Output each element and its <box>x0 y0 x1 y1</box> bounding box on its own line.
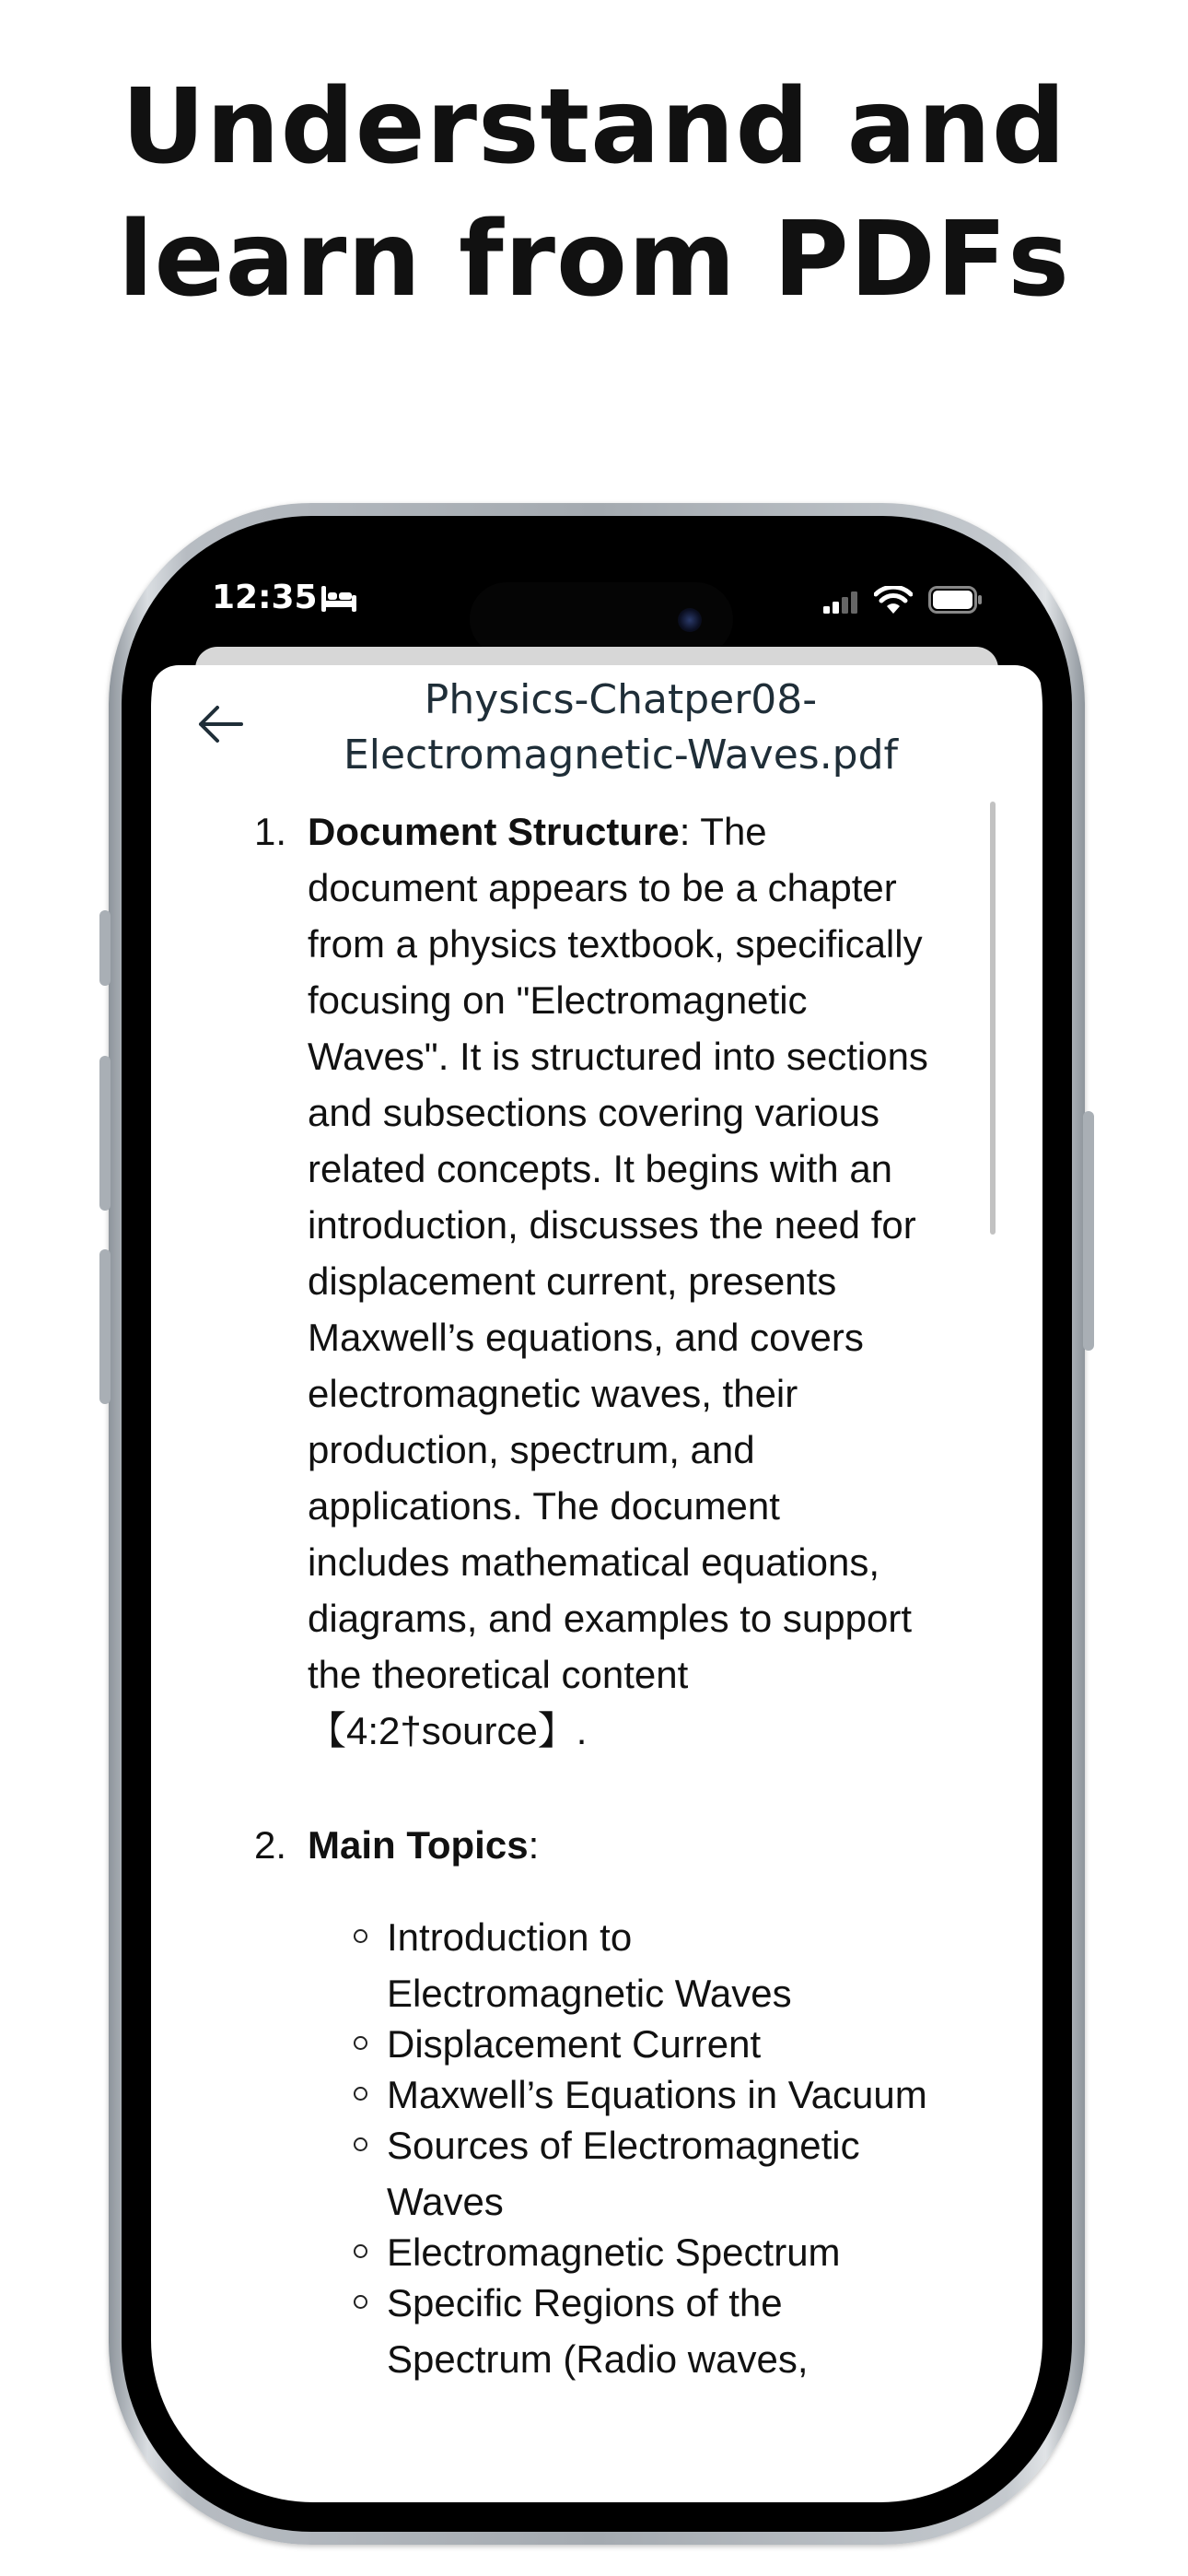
list-item-main-topics: Main Topics: <box>308 1823 540 1867</box>
battery-icon <box>928 586 984 614</box>
text-line: applications. The document <box>308 1484 780 1528</box>
text-line: displacement current, presents <box>308 1259 837 1303</box>
phone-screen <box>151 545 1042 2502</box>
volume-up-button <box>99 1056 111 1211</box>
list-item-document-structure <box>308 803 928 1759</box>
list-item: Maxwell’s Equations in Vacuum <box>354 2067 927 2123</box>
text-line: includes mathematical equations, <box>308 1540 880 1584</box>
document-chat-sheet <box>151 665 1042 2502</box>
headline-line-2: learn from PDFs <box>118 200 1070 320</box>
list-number: 2. <box>254 1823 287 1867</box>
arrow-left-icon <box>193 697 249 752</box>
circle-bullet-icon <box>354 2244 367 2258</box>
circle-bullet-icon <box>354 2087 367 2101</box>
document-title-line-2: Electromagnetic-Waves.pdf <box>343 732 899 779</box>
item-heading: Document Structure <box>308 810 680 853</box>
document-title <box>335 673 906 783</box>
circle-bullet-icon <box>354 1929 367 1943</box>
action-button <box>99 910 111 986</box>
wifi-icon <box>874 586 913 615</box>
side-button <box>1083 1111 1094 1351</box>
text-line: production, spectrum, and <box>308 1428 755 1471</box>
front-camera <box>678 608 702 632</box>
text-line: related concepts. It begins with an <box>308 1147 893 1190</box>
list-item: Specific Regions of the Spectrum (Radio waves, <box>354 2275 927 2387</box>
cellular-signal-icon <box>823 591 860 614</box>
circle-bullet-icon <box>354 2036 367 2050</box>
headline-line-1: Understand and <box>121 67 1067 187</box>
text-line: document appears to be a chapter <box>308 866 897 909</box>
source-citation[interactable]: 【4:2†source】. <box>308 1709 588 1752</box>
text-line: introduction, discusses the need for <box>308 1203 916 1247</box>
status-bar <box>151 545 1042 656</box>
text-line: : The <box>679 810 767 853</box>
list-item: Electromagnetic Spectrum <box>354 2224 927 2280</box>
scrollbar[interactable] <box>990 802 996 1235</box>
back-button[interactable] <box>193 697 249 752</box>
marketing-headline <box>0 61 1188 326</box>
text-line: diagrams, and examples to support <box>308 1597 913 1640</box>
text-line: from a physics textbook, specifically <box>308 922 923 966</box>
text-line: electromagnetic waves, their <box>308 1372 798 1415</box>
document-title-line-1: Physics-Chatper08- <box>424 676 818 723</box>
bed-icon <box>320 586 357 612</box>
list-item: Displacement Current <box>354 2016 927 2072</box>
text-line: Waves". It is structured into sections <box>308 1035 928 1078</box>
text-line: the theoretical content <box>308 1653 689 1696</box>
list-item: Introduction to Electromagnetic Waves <box>354 1909 927 2021</box>
list-item: Sources of Electromagnetic Waves <box>354 2117 927 2230</box>
topics-list <box>354 1909 927 2387</box>
text-line: and subsections covering various <box>308 1091 880 1134</box>
status-time: 12:35 <box>212 579 318 616</box>
text-line: Maxwell’s equations, and covers <box>308 1316 864 1359</box>
list-number: 1. <box>254 810 287 853</box>
volume-down-button <box>99 1249 111 1404</box>
circle-bullet-icon <box>354 2137 367 2151</box>
text-line: focusing on "Electromagnetic <box>308 978 808 1022</box>
item-heading: Main Topics <box>308 1823 529 1867</box>
circle-bullet-icon <box>354 2295 367 2309</box>
